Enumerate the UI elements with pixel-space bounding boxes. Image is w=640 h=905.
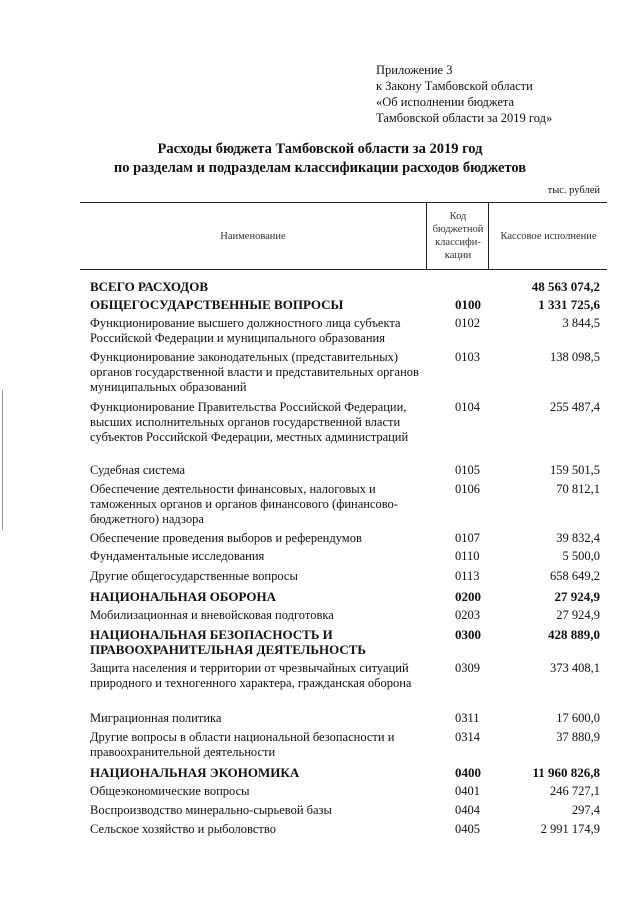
row-code: 0311 [455, 711, 480, 725]
row-code: 0107 [455, 531, 480, 545]
row-name: НАЦИОНАЛЬНАЯ ЭКОНОМИКА [90, 765, 300, 780]
title-line: Расходы бюджета Тамбовской области за 2019 год [157, 141, 483, 157]
row-code: 0113 [455, 569, 480, 583]
row-code: 0400 [455, 765, 481, 780]
row-amount: 138 098,5 [550, 350, 600, 364]
row-name: ВСЕГО РАСХОДОВ [90, 279, 209, 294]
row-code: 0203 [455, 608, 480, 622]
row-amount: 27 924,9 [556, 608, 600, 622]
table-header [80, 202, 607, 270]
row-name: Функционирование высшего должностного лица субъекта Российской Федерации и муниципального образования [90, 316, 401, 345]
row-amount: 37 880,9 [556, 730, 600, 744]
row-code: 0314 [455, 730, 480, 744]
row-code: 0404 [455, 803, 480, 817]
row-amount: 27 924,9 [554, 589, 600, 604]
appendix-line: Приложение 3 [376, 63, 453, 77]
row-amount: 48 563 074,2 [531, 279, 600, 294]
row-name: Другие вопросы в области национальной безопасности и правоохранительной деятельности [90, 730, 395, 759]
row-code: 0110 [455, 549, 480, 563]
row-code: 0105 [455, 463, 480, 477]
document-title [0, 140, 640, 178]
row-code: 0200 [455, 589, 481, 604]
header-code: Код бюджетной классифи- кации [426, 203, 489, 269]
title-line: по разделам и подразделам классификации расходов бюджетов [113, 160, 527, 176]
row-name: Миграционная политика [90, 711, 222, 725]
row-code: 0100 [455, 297, 481, 312]
header-name: Наименование [220, 230, 286, 242]
row-amount: 428 889,0 [548, 627, 600, 642]
row-code: 0309 [455, 661, 480, 675]
row-amount: 658 649,2 [550, 569, 600, 583]
row-name: НАЦИОНАЛЬНАЯ БЕЗОПАСНОСТЬ И ПРАВООХРАНИТЕЛЬНАЯ ДЕЯТЕЛЬНОСТЬ [90, 627, 367, 657]
row-name: ОБЩЕГОСУДАРСТВЕННЫЕ ВОПРОСЫ [90, 297, 344, 312]
row-amount: 70 812,1 [556, 482, 600, 496]
row-code: 0300 [455, 627, 481, 642]
row-name: Обеспечение деятельности финансовых, налоговых и таможенных органов и органов финансового (финансово-бюджетного) надзора [90, 482, 398, 526]
row-name: Фундаментальные исследования [90, 549, 265, 563]
row-name: Мобилизационная и вневойсковая подготовка [90, 608, 334, 622]
row-name: Функционирование законодательных (представительных) органов государственной власти и представительных органов муниципальных образований [90, 350, 419, 394]
row-code: 0401 [455, 784, 480, 798]
row-amount: 3 844,5 [562, 316, 600, 330]
row-amount: 373 408,1 [550, 661, 600, 675]
row-code: 0104 [455, 400, 480, 414]
row-amount: 5 500,0 [562, 549, 600, 563]
row-name: Защита населения и территории от чрезвычайных ситуаций природного и техногенного характера, гражданская оборона [90, 661, 412, 690]
row-amount: 255 487,4 [550, 400, 600, 414]
scan-margin-mark [2, 390, 3, 530]
row-name: НАЦИОНАЛЬНАЯ ОБОРОНА [90, 589, 276, 604]
row-amount: 11 960 826,8 [532, 765, 600, 780]
row-amount: 2 991 174,9 [540, 822, 600, 836]
appendix-line: к Закону Тамбовской области [376, 79, 533, 93]
row-code: 0106 [455, 482, 480, 496]
row-name: Сельское хозяйство и рыболовство [90, 822, 276, 836]
appendix-line: Тамбовской области за 2019 год» [376, 111, 553, 125]
row-name: Функционирование Правительства Российской Федерации, высших исполнительных органов государственной власти субъектов Российской Федерации, местных администраций [90, 400, 409, 444]
row-name: Воспроизводство минерально-сырьевой базы [90, 803, 332, 817]
row-name: Другие общегосударственные вопросы [90, 569, 298, 583]
row-amount: 17 600,0 [556, 711, 600, 725]
row-name: Обеспечение проведения выборов и референдумов [90, 531, 362, 545]
row-code: 0405 [455, 822, 480, 836]
row-amount: 159 501,5 [550, 463, 600, 477]
appendix-note [376, 62, 552, 126]
row-amount: 297,4 [571, 803, 600, 817]
row-amount: 1 331 725,6 [538, 297, 600, 312]
header-amount: Кассовое исполнение [488, 203, 608, 269]
appendix-line: «Об исполнении бюджета [376, 95, 515, 109]
row-amount: 39 832,4 [556, 531, 600, 545]
row-code: 0103 [455, 350, 480, 364]
row-name: Судебная система [90, 463, 186, 477]
row-code: 0102 [455, 316, 480, 330]
row-name: Общеэкономические вопросы [90, 784, 250, 798]
row-amount: 246 727,1 [550, 784, 600, 798]
units-label: тыс. рублей [547, 185, 600, 196]
